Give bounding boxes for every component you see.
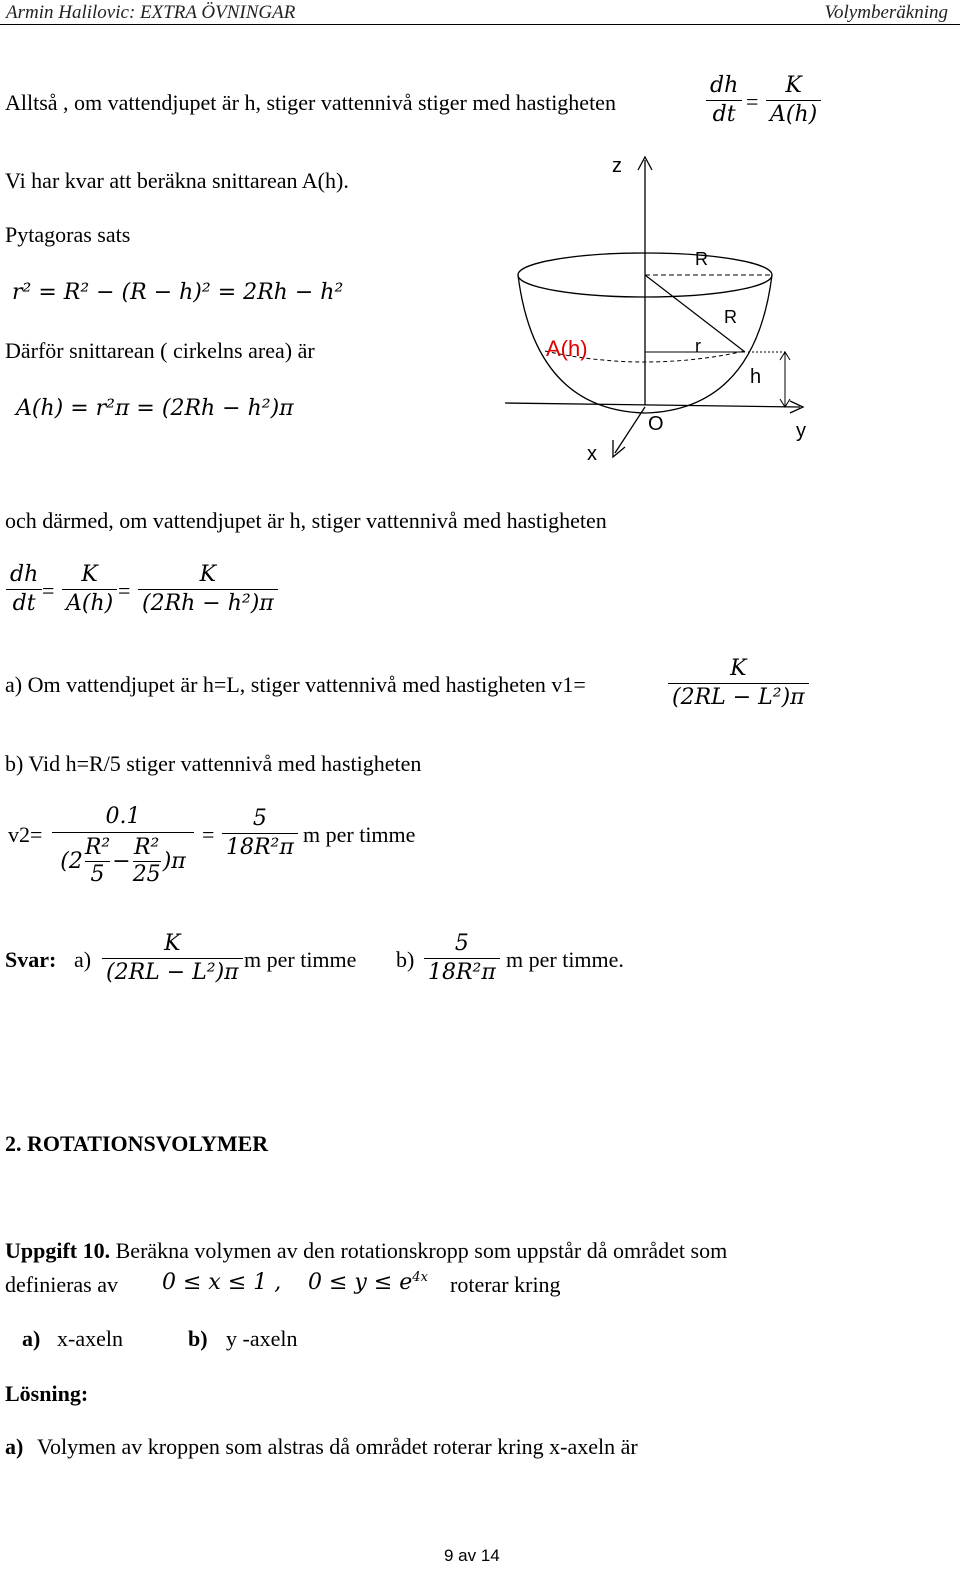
part-b-frac2 [222, 805, 298, 862]
condition-y [308, 1270, 428, 1295]
option-b-text: y -axeln [226, 1326, 298, 1351]
header-rule [0, 24, 960, 25]
therefore-text: Därför snittarean ( cirkelns area) är [5, 338, 315, 363]
equals-sign: = [202, 822, 215, 847]
task-line1 [5, 1238, 727, 1264]
condition-y-base: 0 ≤ y ≤ e [308, 1270, 413, 1295]
den1-f1-den: 5 [85, 861, 110, 888]
answer-label: Svar: [5, 947, 57, 972]
den1-f1 [85, 835, 110, 888]
task-text3: roterar kring [450, 1272, 561, 1297]
answer-a-fraction [102, 930, 243, 987]
header-left: Armin Halilovic: EXTRA ÖVNINGAR [6, 2, 296, 23]
v2-label: v2= [8, 822, 43, 847]
part-b-unit: m per timme [303, 822, 416, 847]
deriv-frac2 [62, 561, 117, 618]
den1-f2-den: 25 [132, 862, 161, 887]
answer-b-label: b) [396, 947, 415, 972]
label-z: z [612, 155, 622, 177]
frac-line [52, 832, 194, 833]
pythagoras-label: Pytagoras sats [5, 222, 131, 247]
equation-area: A(h) = r²π = (2Rh − h²)π [16, 396, 294, 421]
den1-f2-num: R² [133, 835, 160, 860]
deriv-frac2-num: K [81, 562, 98, 587]
deriv-frac1-num: dh [10, 562, 39, 587]
rate-rhs-fraction [766, 72, 821, 129]
task-label: Uppgift 10. [5, 1238, 111, 1263]
rate-lhs-den: dt [706, 100, 742, 129]
rate-lhs-fraction [706, 72, 742, 129]
label-O: O [648, 413, 664, 435]
label-y: y [796, 420, 806, 442]
solution-a-text: Volymen av kroppen som alstras då området roterar kring x-axeln är [37, 1434, 638, 1459]
part-a-fraction [668, 655, 809, 712]
section-title: 2. ROTATIONSVOLYMER [5, 1131, 269, 1156]
equation-r: r² = R² − (R − h)² = 2Rh − h² [12, 280, 344, 305]
minus-sign: − [112, 849, 131, 874]
answer-b-unit: m per timme. [506, 947, 624, 972]
hemisphere-figure [500, 145, 830, 465]
derivation-line: och därmed, om vattendjupet är h, stiger vattennivå med hastigheten [5, 508, 607, 533]
condition-x: 0 ≤ x ≤ 1 , [162, 1270, 282, 1295]
rate-rhs-den: A(h) [766, 100, 821, 129]
den1-f1-num: R² [84, 835, 111, 860]
option-a-text: x-axeln [57, 1326, 123, 1351]
part-b-den1 [52, 835, 194, 888]
condition-y-exp: 4x [412, 1270, 428, 1285]
header-right: Volymberäkning [824, 2, 948, 23]
answer-a-den: (2RL − L²)π [102, 958, 243, 987]
label-R-top: R [695, 249, 708, 269]
part-b-num2: 5 [252, 806, 267, 831]
intro-line2: Vi har kvar att beräkna snittarean A(h). [5, 168, 349, 193]
task-text1: Beräkna volymen av den rotationskropp som uppstår då området som [115, 1238, 728, 1263]
deriv-frac2-den: A(h) [62, 589, 117, 618]
den1-close: )π [162, 849, 186, 874]
part-b-den2: 18R²π [222, 833, 298, 862]
label-Ah: A(h) [546, 336, 588, 361]
rate-lhs-num: dh [710, 73, 739, 98]
part-b-frac1 [52, 802, 194, 888]
answer-b-den: 18R²π [424, 958, 500, 987]
answer-b-fraction [424, 930, 500, 987]
option-b-label: b) [188, 1326, 208, 1351]
page-number: 9 av 14 [444, 1546, 500, 1565]
part-a-den: (2RL − L²)π [668, 683, 809, 712]
deriv-frac3-den: (2Rh − h²)π [138, 589, 278, 618]
label-x: x [587, 443, 597, 465]
label-R-diag: R [724, 307, 737, 327]
equals-sign: = [42, 578, 55, 603]
answer-a-unit: m per timme [244, 947, 357, 972]
deriv-frac1 [6, 561, 42, 618]
den1-open: (2 [60, 849, 83, 874]
answer-a-label: a) [74, 947, 92, 972]
label-r: r [695, 336, 701, 356]
deriv-frac3-num: K [199, 562, 217, 587]
part-b-num1: 0.1 [105, 804, 141, 829]
equals-sign: = [118, 578, 131, 603]
solution-label: Lösning: [5, 1381, 89, 1406]
deriv-frac3 [138, 561, 278, 618]
label-h: h [750, 366, 762, 388]
option-a-label: a) [22, 1326, 41, 1351]
deriv-frac1-den: dt [6, 589, 42, 618]
intro-line1: Alltså , om vattendjupet är h, stiger vattennivå stiger med hastigheten [5, 90, 616, 115]
solution-a-label: a) [5, 1434, 24, 1459]
den1-f2 [133, 835, 161, 888]
answer-a-num: K [164, 931, 181, 956]
task-text2: definieras av [5, 1272, 118, 1297]
rate-rhs-num: K [785, 73, 802, 98]
part-a-text: a) Om vattendjupet är h=L, stiger vattennivå med hastigheten v1= [5, 672, 586, 697]
part-a-num: K [730, 656, 747, 681]
part-b-text: b) Vid h=R/5 stiger vattennivå med hastigheten [5, 751, 422, 776]
answer-b-num: 5 [454, 931, 469, 956]
equals-sign: = [746, 89, 759, 114]
